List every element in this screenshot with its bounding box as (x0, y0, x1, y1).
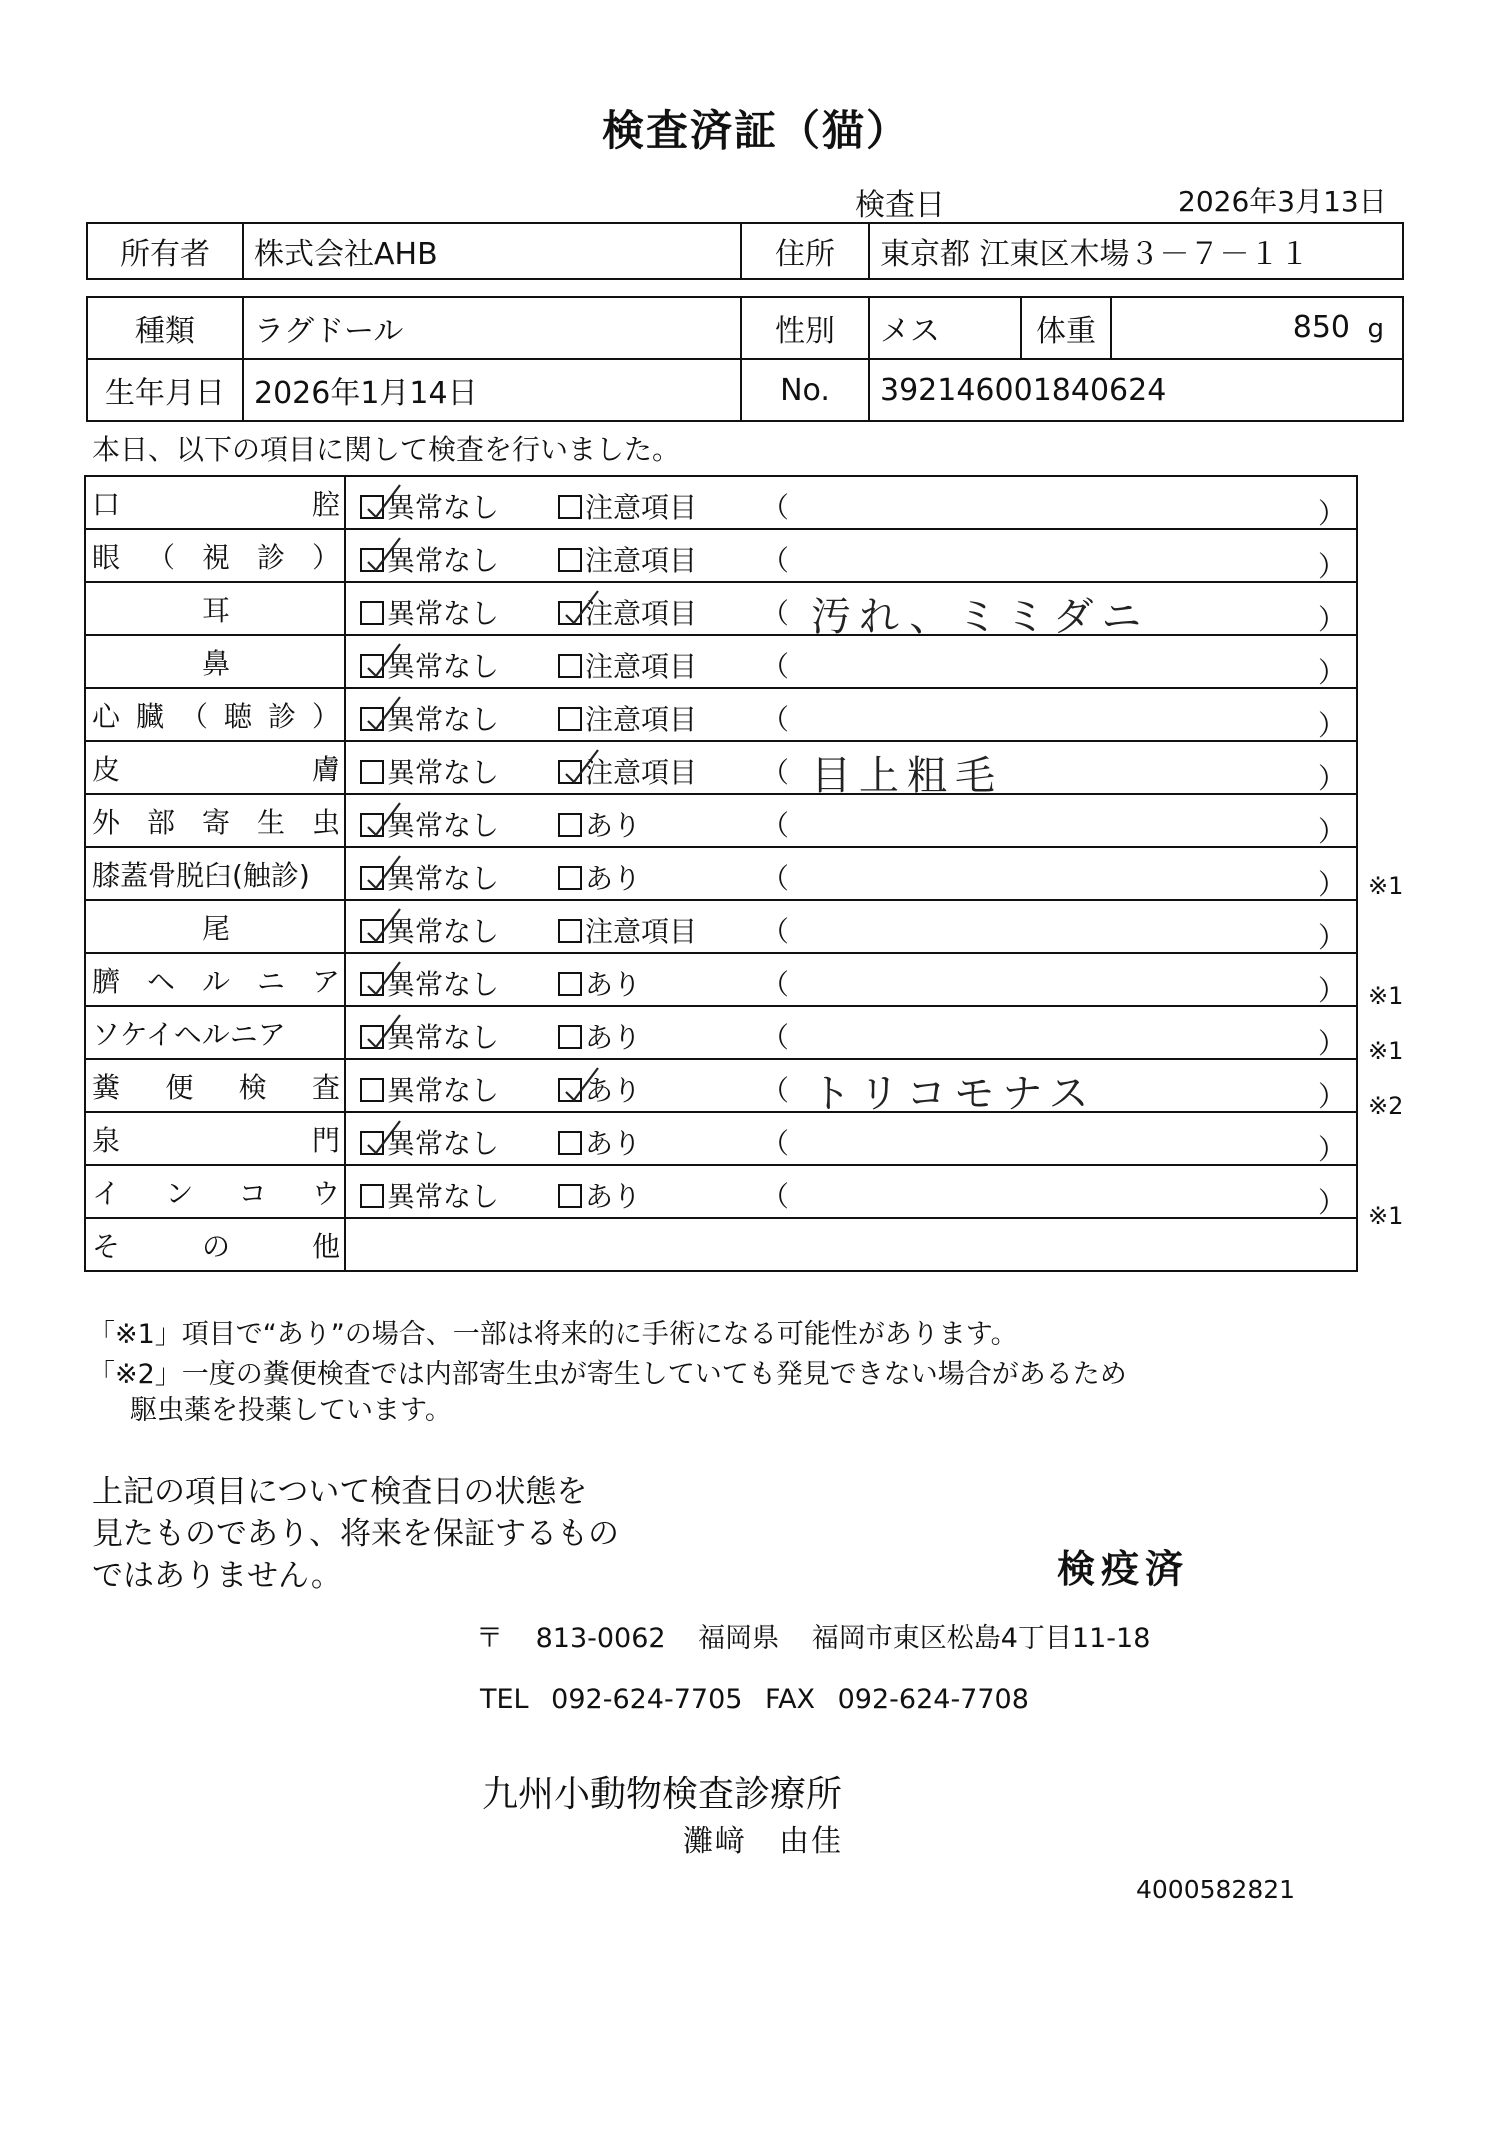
checklist-row (85, 1165, 1357, 1218)
checklist-row (85, 1112, 1357, 1165)
option-label: 異常なし (387, 1021, 500, 1054)
checkbox[interactable] (558, 813, 582, 837)
checklist-row (85, 635, 1357, 688)
check-mark-icon (366, 642, 402, 678)
address-value: 東京都 江東区木場３－７－１１ (869, 223, 1403, 279)
option-label: あり (585, 1180, 642, 1213)
option-normal (360, 857, 499, 897)
option-normal (360, 1069, 499, 1109)
footnote-mark: ※2 (1368, 1092, 1404, 1120)
checkbox[interactable] (360, 813, 384, 837)
checklist-item-char: 皮 (92, 752, 121, 786)
remarks-paren-open: （ (761, 650, 790, 683)
remarks-paren-open: （ (761, 968, 790, 1001)
option-label: 異常なし (387, 1074, 500, 1107)
check-mark-icon (564, 748, 600, 784)
remarks-paren-open: （ (761, 703, 790, 736)
checkbox[interactable] (360, 601, 384, 625)
checklist-options-cell (345, 1006, 1357, 1059)
checklist-options-cell (345, 794, 1357, 847)
checklist-row (85, 529, 1357, 582)
checklist-options-cell (345, 635, 1357, 688)
checklist-item-char: ヘ (146, 964, 175, 998)
checklist-item-char: ） (311, 699, 340, 733)
handwritten-remark: 汚れ、ミミダニ (811, 594, 1150, 640)
checkbox[interactable] (360, 760, 384, 784)
remarks-paren-open: （ (761, 1127, 790, 1160)
footnote-mark: ※1 (1368, 872, 1404, 900)
option-label: 異常なし (387, 809, 500, 842)
option-normal (360, 910, 499, 950)
checkbox[interactable] (558, 601, 582, 625)
checklist-options-cell (345, 582, 1357, 640)
checklist-item-char: （ (179, 699, 208, 733)
footnote-1: 「※1」項目で“あり”の場合、一部は将来的に手術になる可能性があります。 (88, 1319, 1018, 1350)
checklist-item-char: ニ (256, 964, 285, 998)
checklist-options-cell (345, 1059, 1357, 1117)
checklist-options-cell (345, 688, 1357, 741)
option-attention (558, 857, 641, 897)
checkbox[interactable] (558, 707, 582, 731)
checklist-item-char: 外 (92, 805, 121, 839)
remarks-paren-close: ） (1317, 815, 1346, 848)
checklist-item-cell (85, 1165, 345, 1218)
option-normal (360, 645, 499, 685)
checklist-options-cell (345, 476, 1357, 529)
remarks-paren-close: ） (1317, 1027, 1346, 1060)
checklist-item-cell (85, 635, 345, 688)
option-label: 異常なし (387, 491, 500, 524)
option-attention (558, 645, 697, 685)
checklist-row (85, 1006, 1357, 1059)
check-mark-icon (366, 483, 402, 519)
remarks-paren-close: ） (1317, 656, 1346, 689)
checkbox[interactable] (558, 760, 582, 784)
checkbox[interactable] (360, 866, 384, 890)
checklist-row (85, 953, 1357, 1006)
checklist-item-label (92, 695, 340, 735)
option-attention (558, 486, 697, 526)
option-normal (360, 963, 499, 1003)
checklist-item-label (92, 1225, 340, 1265)
clinic-name: 九州小動物検査診療所 (482, 1774, 843, 1815)
option-label: 注意項目 (585, 650, 698, 683)
option-attention (558, 698, 697, 738)
checklist-options-cell (345, 741, 1357, 799)
checklist-item-char: 虫 (311, 805, 340, 839)
checklist-item-cell (85, 900, 345, 953)
remarks-paren-open: （ (761, 862, 790, 895)
remarks-paren-open: （ (761, 1074, 790, 1107)
checklist-item-char: 診 (267, 699, 296, 733)
number-label: No. (741, 359, 869, 421)
checklist-item-char: ン (165, 1176, 194, 1210)
handwritten-remark: 目上粗毛 (811, 753, 1003, 799)
clinic-phone-fax: TEL 092-624-7705 FAX 092-624-7708 (480, 1684, 1029, 1715)
number-value: 392146001840624 (869, 359, 1403, 421)
checkbox[interactable] (360, 1184, 384, 1208)
check-mark-icon (366, 960, 402, 996)
checkbox[interactable] (558, 1025, 582, 1049)
owner-label: 所有者 (87, 223, 243, 279)
checkbox[interactable] (558, 1078, 582, 1102)
checkbox[interactable] (360, 972, 384, 996)
checklist-item-label (92, 854, 340, 894)
option-label: あり (585, 968, 642, 1001)
sex-value: メス (869, 297, 1021, 359)
option-normal (360, 804, 499, 844)
checklist-item-cell (85, 1006, 345, 1059)
checklist-item-char: 腔 (311, 487, 340, 521)
checklist-item-label (92, 907, 340, 947)
checklist-item-char: 視 (201, 540, 230, 574)
checklist-item-cell (85, 1059, 345, 1112)
checklist-item-char: 検 (238, 1070, 267, 1104)
checkbox[interactable] (360, 919, 384, 943)
check-mark-icon (564, 589, 600, 625)
check-mark-icon (564, 1066, 600, 1102)
checkbox[interactable] (360, 1131, 384, 1155)
checklist-item-label (92, 1013, 340, 1053)
intro-text: 本日、以下の項目に関して検査を行いました。 (92, 433, 681, 466)
checklist-item-char: ソケイヘルニア (92, 1017, 286, 1051)
checklist-item-char: の (201, 1229, 230, 1263)
weight-label: 体重 (1021, 297, 1111, 359)
checklist-item-label (92, 1119, 340, 1159)
option-label: 異常なし (387, 756, 500, 789)
remarks-paren-open: （ (761, 756, 790, 789)
option-label: 注意項目 (585, 915, 698, 948)
remarks-paren-open: （ (761, 915, 790, 948)
checkbox[interactable] (558, 495, 582, 519)
remarks-paren-close: ） (1317, 603, 1346, 636)
document-number: 4000582821 (1136, 1875, 1296, 1904)
checkbox[interactable] (558, 548, 582, 572)
check-mark-icon (366, 801, 402, 837)
checklist-item-cell (85, 953, 345, 1006)
breed-label: 種類 (87, 297, 243, 359)
check-mark-icon (366, 907, 402, 943)
check-mark-icon (366, 695, 402, 731)
option-label: あり (585, 862, 642, 895)
checklist-options-cell (345, 900, 1357, 953)
option-attention (558, 1122, 641, 1162)
birth-label: 生年月日 (87, 359, 243, 421)
option-label: 異常なし (387, 1180, 500, 1213)
checklist-item-label (92, 960, 340, 1000)
remarks-paren-close: ） (1317, 868, 1346, 901)
checklist-row (85, 741, 1357, 794)
option-attention (558, 1016, 641, 1056)
checklist-item-char: （ (146, 540, 175, 574)
checklist-item-cell (85, 1218, 345, 1271)
checklist-item-char: 臓 (135, 699, 164, 733)
option-label: あり (585, 1127, 642, 1160)
handwritten-remark: トリコモナス (811, 1071, 1097, 1117)
checklist-item-cell (85, 529, 345, 582)
option-label: 注意項目 (585, 756, 698, 789)
checkbox[interactable] (558, 919, 582, 943)
checklist-item-char: ） (311, 540, 340, 574)
option-label: 異常なし (387, 544, 500, 577)
option-normal (360, 592, 499, 632)
disclaimer-line-1: 上記の項目について検査日の状態を (92, 1474, 588, 1510)
remarks-paren-open: （ (761, 1180, 790, 1213)
option-attention (558, 751, 697, 791)
option-label: 異常なし (387, 597, 500, 630)
checklist-item-char: ア (311, 964, 340, 998)
weight-value: 850 (1292, 310, 1350, 345)
checklist-item-char: 眼 (92, 540, 121, 574)
checkbox[interactable] (360, 707, 384, 731)
checkbox[interactable] (558, 972, 582, 996)
checklist-item-label (92, 483, 340, 523)
checklist-item-cell (85, 582, 345, 635)
remarks-paren-close: ） (1317, 762, 1346, 795)
remarks-paren-open: （ (761, 809, 790, 842)
check-mark-icon (366, 1119, 402, 1155)
checklist-item-label (92, 642, 340, 682)
quarantine-stamp: 検疫済 (1057, 1547, 1190, 1591)
address-label: 住所 (741, 223, 869, 279)
footnote-2-continued: 駆虫薬を投薬しています。 (130, 1395, 452, 1426)
option-label: 異常なし (387, 862, 500, 895)
remarks-paren-close: ） (1317, 550, 1346, 583)
checklist-options-cell (345, 1112, 1357, 1165)
checklist-item-char: ル (201, 964, 230, 998)
checklist-item-char: 心 (92, 699, 121, 733)
option-label: 注意項目 (585, 597, 698, 630)
checklist-options-cell (345, 847, 1357, 900)
clinic-address: 〒 813-0062 福岡県 福岡市東区松島4丁目11-18 (476, 1623, 1151, 1654)
checkbox[interactable] (558, 1131, 582, 1155)
checkbox[interactable] (360, 654, 384, 678)
check-mark-icon (366, 536, 402, 572)
option-label: あり (585, 1021, 642, 1054)
check-mark-icon (366, 854, 402, 890)
option-label: あり (585, 809, 642, 842)
option-attention (558, 1069, 641, 1109)
checklist-item-cell (85, 688, 345, 741)
checklist-row (85, 847, 1357, 900)
checklist-item-char: そ (92, 1229, 121, 1263)
inspection-date-value: 2026年3月13日 (1178, 185, 1387, 218)
option-normal (360, 1016, 499, 1056)
checklist-item-char: 診 (256, 540, 285, 574)
remarks-paren-open: （ (761, 597, 790, 630)
weight-unit: g (1367, 314, 1384, 344)
inspector-name: 灘﨑 由佳 (683, 1824, 843, 1859)
checkbox[interactable] (360, 495, 384, 519)
checkbox[interactable] (558, 1184, 582, 1208)
checklist-item-label (92, 536, 340, 576)
checkbox[interactable] (360, 1078, 384, 1102)
inspection-checklist (84, 475, 1358, 1272)
checklist-options-cell (345, 529, 1357, 582)
remarks-paren-close: ） (1317, 709, 1346, 742)
page-title: 検査済証（猫） (601, 106, 910, 155)
option-normal (360, 1175, 499, 1215)
checklist-row (85, 688, 1357, 741)
other-remarks-cell (345, 1218, 1357, 1271)
checklist-row-other (85, 1218, 1357, 1271)
checklist-item-cell (85, 476, 345, 529)
check-mark-icon (366, 1013, 402, 1049)
checklist-item-char: 便 (165, 1070, 194, 1104)
remarks-paren-open: （ (761, 544, 790, 577)
checklist-item-char: イ (92, 1176, 121, 1210)
disclaimer-line-3: ではありません。 (92, 1558, 342, 1594)
weight-cell (1111, 297, 1403, 359)
checklist-item-label (92, 1066, 340, 1106)
remarks-paren-open: （ (761, 1021, 790, 1054)
checklist-row (85, 476, 1357, 529)
sex-label: 性別 (741, 297, 869, 359)
remarks-paren-close: ） (1317, 974, 1346, 1007)
owner-table (86, 222, 1404, 280)
checklist-item-char: 尾 (201, 911, 230, 945)
footnote-mark: ※1 (1368, 982, 1404, 1010)
remarks-paren-close: ） (1317, 921, 1346, 954)
checklist-item-char: 門 (311, 1123, 340, 1157)
checklist-item-label (92, 801, 340, 841)
disclaimer-line-2: 見たものであり、将来を保証するもの (92, 1516, 619, 1552)
option-label: あり (585, 1074, 642, 1107)
remarks-paren-close: ） (1317, 497, 1346, 530)
checklist-item-char: 耳 (201, 593, 230, 627)
checklist-item-char: 鼻 (201, 646, 230, 680)
breed-value: ラグドール (243, 297, 741, 359)
option-label: 注意項目 (585, 491, 698, 524)
option-attention (558, 804, 641, 844)
option-label: 異常なし (387, 915, 500, 948)
option-label: 異常なし (387, 968, 500, 1001)
checklist-options-cell (345, 1165, 1357, 1218)
checkbox[interactable] (558, 654, 582, 678)
option-normal (360, 698, 499, 738)
owner-value: 株式会社AHB (243, 223, 741, 279)
option-attention (558, 963, 641, 1003)
checklist-item-char: 他 (311, 1229, 340, 1263)
checklist-item-char: 臍 (92, 964, 121, 998)
checklist-item-cell (85, 847, 345, 900)
remarks-paren-open: （ (761, 491, 790, 524)
checklist-item-char: 膚 (311, 752, 340, 786)
footnote-mark: ※1 (1368, 1037, 1404, 1065)
pet-info-table (86, 296, 1404, 422)
checklist-item-char: 査 (311, 1070, 340, 1104)
option-attention (558, 539, 697, 579)
option-attention (558, 592, 697, 632)
checkbox[interactable] (360, 1025, 384, 1049)
checklist-item-char: 泉 (92, 1123, 121, 1157)
option-normal (360, 1122, 499, 1162)
checklist-item-char: 膝蓋骨脱臼(触診) (92, 858, 310, 892)
checklist-item-char: 部 (146, 805, 175, 839)
option-attention (558, 1175, 641, 1215)
remarks-paren-close: ） (1317, 1186, 1346, 1219)
checklist-row (85, 582, 1357, 635)
option-normal (360, 539, 499, 579)
remarks-paren-close: ） (1317, 1133, 1346, 1166)
remarks-paren-close: ） (1317, 1080, 1346, 1113)
checklist-row (85, 1059, 1357, 1112)
option-label: 異常なし (387, 703, 500, 736)
option-label: 注意項目 (585, 544, 698, 577)
checkbox[interactable] (558, 866, 582, 890)
checklist-item-char: 寄 (201, 805, 230, 839)
option-label: 注意項目 (585, 703, 698, 736)
checklist-item-char: 聴 (223, 699, 252, 733)
checklist-item-cell (85, 741, 345, 794)
option-normal (360, 751, 499, 791)
birth-value: 2026年1月14日 (243, 359, 741, 421)
checklist-item-cell (85, 794, 345, 847)
option-label: 異常なし (387, 1127, 500, 1160)
checklist-item-label (92, 589, 340, 629)
checkbox[interactable] (360, 548, 384, 572)
checklist-item-char: コ (238, 1176, 267, 1210)
checklist-item-label (92, 748, 340, 788)
checklist-row (85, 794, 1357, 847)
option-attention (558, 910, 697, 950)
checklist-item-char: ウ (311, 1176, 340, 1210)
footnote-2: 「※2」一度の糞便検査では内部寄生虫が寄生していても発見できない場合があるため (88, 1359, 1127, 1390)
checklist-item-label (92, 1172, 340, 1212)
checklist-row (85, 900, 1357, 953)
footnote-mark: ※1 (1368, 1202, 1404, 1230)
checklist-options-cell (345, 953, 1357, 1006)
checklist-item-char: 糞 (92, 1070, 121, 1104)
checklist-item-char: 生 (256, 805, 285, 839)
option-normal (360, 486, 499, 526)
option-label: 異常なし (387, 650, 500, 683)
checklist-item-char: 口 (92, 487, 121, 521)
inspection-date-label: 検査日 (855, 188, 945, 223)
checklist-item-cell (85, 1112, 345, 1165)
